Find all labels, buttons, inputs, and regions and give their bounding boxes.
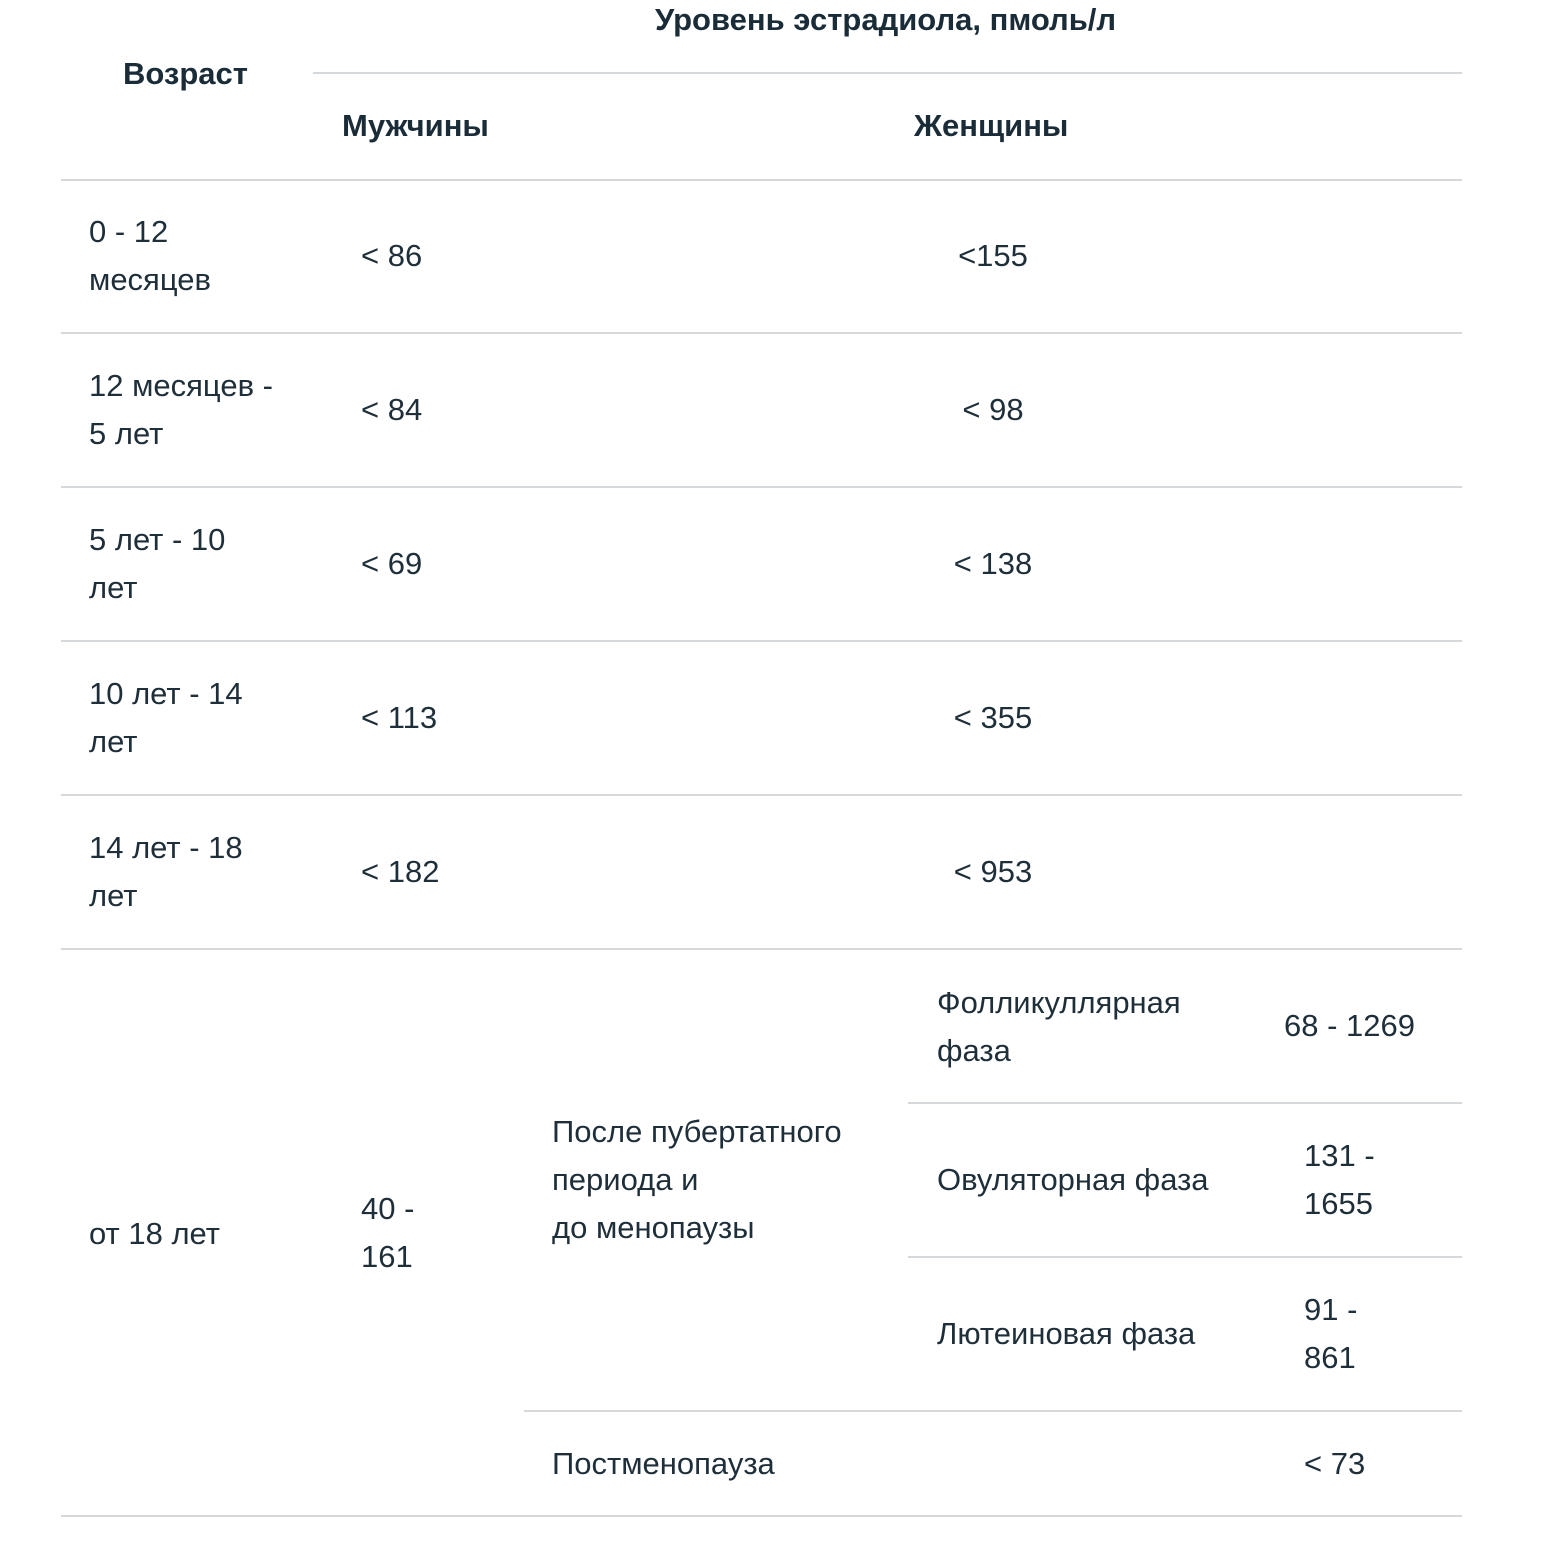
table-row-women-value: < 355 bbox=[953, 700, 1033, 735]
postmenopause-value: < 73 bbox=[1304, 1446, 1366, 1481]
row-divider bbox=[61, 640, 1462, 642]
column-header-age: Возраст bbox=[123, 56, 248, 91]
table-row-women-value: <155 bbox=[958, 238, 1028, 273]
row-divider bbox=[61, 486, 1462, 488]
table-row-age: 0 - 12 месяцев bbox=[89, 214, 211, 297]
table-row-women-value: < 138 bbox=[953, 546, 1033, 581]
phase-value: 68 - 1269 bbox=[1284, 1008, 1415, 1043]
table-row-men-value: < 182 bbox=[361, 854, 440, 889]
column-header-women: Женщины bbox=[914, 108, 1069, 143]
table-row-men-value: < 84 bbox=[361, 392, 423, 427]
group-header-estradiol: Уровень эстрадиола, пмоль/л bbox=[655, 2, 1117, 37]
postmenopause-label: Постменопауза bbox=[552, 1446, 775, 1481]
row-divider bbox=[61, 948, 1462, 950]
phase-divider bbox=[908, 1256, 1462, 1258]
table-row-age: 12 месяцев - 5 лет bbox=[89, 368, 273, 451]
phase-divider bbox=[908, 1102, 1462, 1104]
row-divider bbox=[61, 332, 1462, 334]
phase-name: Фолликуллярная фаза bbox=[937, 985, 1181, 1068]
table-row-age: 10 лет - 14 лет bbox=[89, 676, 243, 759]
adult-age: от 18 лет bbox=[89, 1216, 220, 1251]
table-row-age: 5 лет - 10 лет bbox=[89, 522, 226, 605]
table-row-men-value: < 86 bbox=[361, 238, 423, 273]
table-row-men-value: < 113 bbox=[361, 700, 438, 735]
premenopause-label: После пубертатного периода и до менопаузы bbox=[552, 1114, 842, 1245]
phase-name: Овуляторная фаза bbox=[937, 1162, 1209, 1197]
header-subdivider bbox=[313, 72, 1462, 74]
table-row-women-value: < 98 bbox=[962, 392, 1024, 427]
column-header-men: Мужчины bbox=[342, 108, 489, 143]
postmenopause-divider bbox=[524, 1410, 1462, 1412]
table-bottom-border bbox=[61, 1515, 1462, 1517]
phase-value: 131 - 1655 bbox=[1304, 1138, 1375, 1221]
adult-men-value: 40 - 161 bbox=[361, 1191, 415, 1274]
phase-name: Лютеиновая фаза bbox=[937, 1316, 1196, 1351]
table-row-age: 14 лет - 18 лет bbox=[89, 830, 243, 913]
phase-value: 91 - 861 bbox=[1304, 1292, 1358, 1375]
table-row-women-value: < 953 bbox=[953, 854, 1033, 889]
header-divider bbox=[61, 179, 1462, 181]
table-row-men-value: < 69 bbox=[361, 546, 423, 581]
row-divider bbox=[61, 794, 1462, 796]
